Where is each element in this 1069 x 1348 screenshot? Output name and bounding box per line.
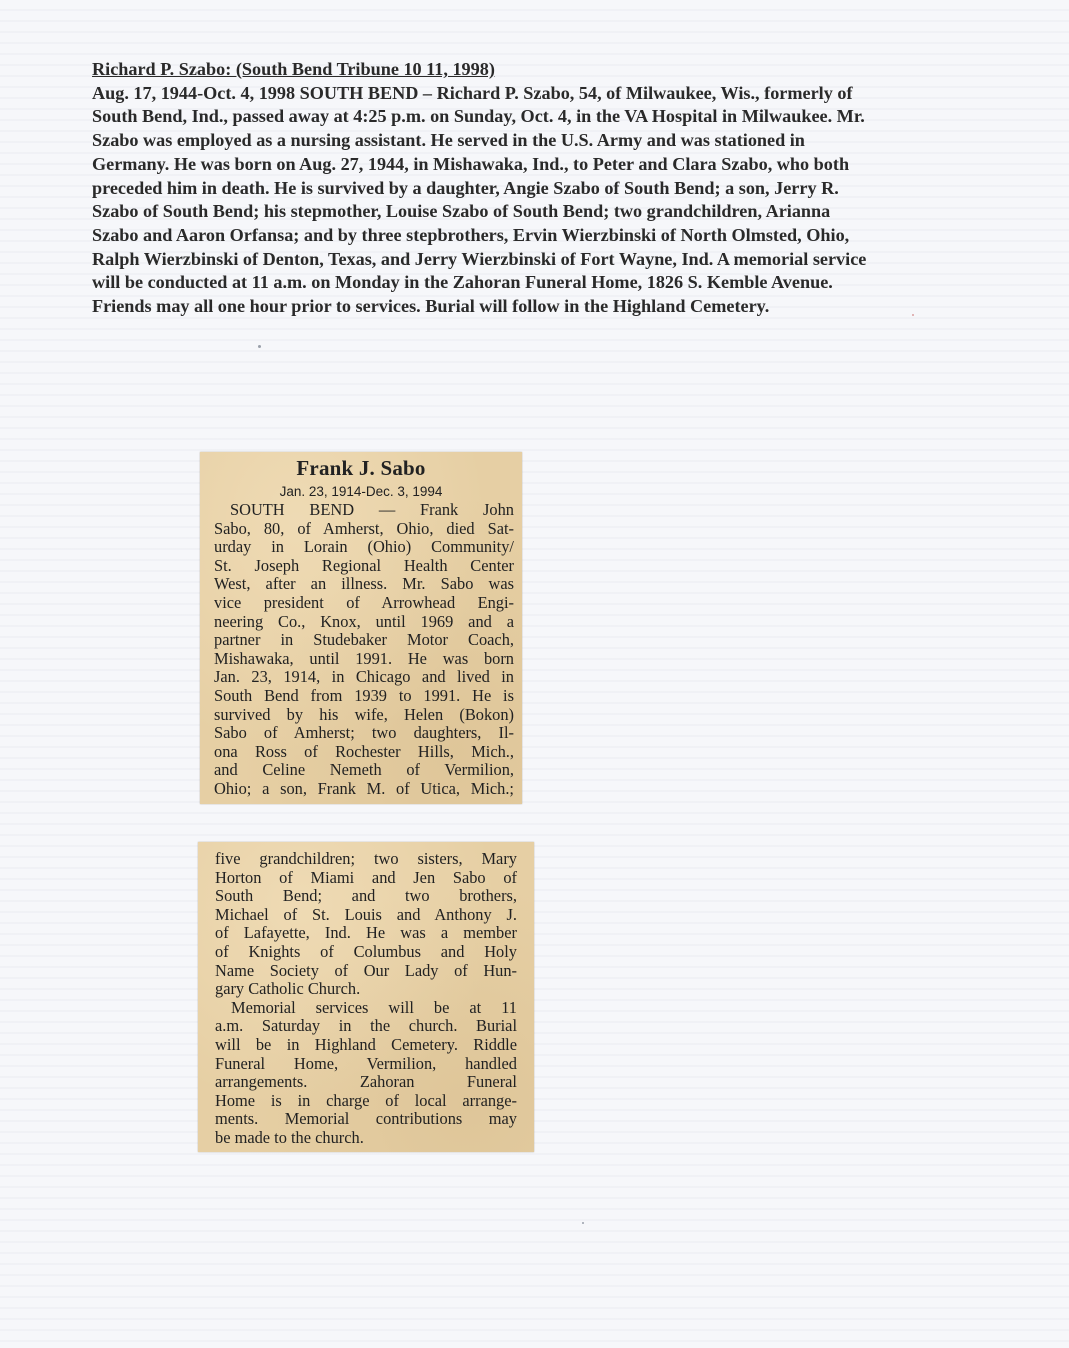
- clipping-line: neering Co., Knox, until 1969 and a: [214, 611, 514, 631]
- clipping-line: Mishawaka, until 1991. He was born: [214, 648, 514, 668]
- obituary-line: Szabo and Aaron Orfansa; and by three stepbrothers, Ervin Wierzbinski of North Olmsted, Ohio,: [92, 224, 850, 245]
- clipping-line: vice president of Arrowhead Engi-: [214, 592, 514, 612]
- clipping-line: and Celine Nemeth of Vermilion,: [214, 760, 514, 780]
- clipping-line: arrangements. Zahoran Funeral: [215, 1072, 517, 1092]
- scan-speck: [258, 345, 261, 348]
- clipping-line: Michael of St. Louis and Anthony J.: [215, 904, 517, 924]
- obituary-line: South Bend, Ind., passed away at 4:25 p.m. on Sunday, Oct. 4, in the VA Hospital in Milwaukee. Mr.: [92, 106, 865, 127]
- clipping-line: partner in Studebaker Motor Coach,: [214, 630, 514, 650]
- clipping-line: Name Society of Our Lady of Hun-: [215, 960, 517, 980]
- clipping-line: Jan. 23, 1914, in Chicago and lived in: [214, 667, 514, 687]
- obituary-line: Friends may all one hour prior to services. Burial will follow in the Highland Cemetery.: [92, 296, 770, 317]
- newspaper-clipping-1: [200, 452, 522, 804]
- clipping-line: St. Joseph Regional Health Center: [214, 555, 514, 575]
- clipping-line: a.m. Saturday in the church. Burial: [215, 1016, 517, 1036]
- clipping-line: West, after an illness. Mr. Sabo was: [214, 574, 514, 594]
- clipping-line: Sabo, 80, of Amherst, Ohio, died Sat-: [214, 518, 514, 538]
- clipping-line: of Knights of Columbus and Holy: [215, 941, 517, 961]
- obituary-line: preceded him in death. He is survived by a daughter, Angie Szabo of South Bend; a son, Jerry R.: [92, 177, 839, 198]
- clipping-line: Horton of Miami and Jen Sabo of: [215, 867, 517, 887]
- obituary-line: Germany. He was born on Aug. 27, 1944, in Mishawaka, Ind., to Peter and Clara Szabo, who both: [92, 153, 850, 174]
- clipping-dates: Jan. 23, 1914-Dec. 3, 1994: [279, 484, 443, 499]
- clipping-line: urday in Lorain (Ohio) Community/: [214, 537, 514, 557]
- clipping-line: will be in Highland Cemetery. Riddle: [215, 1034, 517, 1054]
- clipping-line: gary Catholic Church.: [215, 979, 361, 999]
- obituary-line: Szabo of South Bend; his stepmother, Louise Szabo of South Bend; two grandchildren, Arianna: [92, 201, 831, 222]
- obituary-line: Szabo was employed as a nursing assistant. He served in the U.S. Army and was stationed in: [92, 130, 805, 151]
- clipping-line: South Bend; and two brothers,: [215, 886, 517, 906]
- clipping-line: Sabo of Amherst; two daughters, Il-: [214, 723, 514, 743]
- typed-obituary: [92, 58, 992, 319]
- obituary-heading: Richard P. Szabo: (South Bend Tribune 10 11, 1998): [92, 59, 495, 79]
- clipping-line: of Lafayette, Ind. He was a member: [215, 923, 517, 943]
- clipping-line: Home is in charge of local arrange-: [215, 1090, 517, 1110]
- clipping-title: Frank J. Sabo: [296, 456, 426, 480]
- clipping-line: Funeral Home, Vermilion, handled: [215, 1053, 517, 1073]
- clipping-line: South Bend from 1939 to 1991. He is: [214, 685, 514, 705]
- clipping-line: SOUTH BEND — Frank John: [230, 500, 514, 519]
- clipping-line: survived by his wife, Helen (Bokon): [214, 704, 514, 724]
- newspaper-clipping-2: [198, 842, 534, 1152]
- clipping-line: Memorial services will be at 11: [231, 997, 517, 1017]
- clipping-line: Ohio; a son, Frank M. of Utica, Mich.;: [214, 778, 514, 798]
- scan-speck: [912, 314, 914, 316]
- clipping-line: ona Ross of Rochester Hills, Mich.,: [214, 741, 514, 761]
- clipping-line: five grandchildren; two sisters, Mary: [215, 849, 517, 868]
- obituary-line: Ralph Wierzbinski of Denton, Texas, and Jerry Wierzbinski of Fort Wayne, Ind. A memorial service: [92, 248, 867, 269]
- obituary-line: will be conducted at 11 a.m. on Monday in the Zahoran Funeral Home, 1826 S. Kemble Avenue.: [92, 272, 833, 293]
- clipping-body: [214, 501, 514, 799]
- scan-speck: [582, 1222, 584, 1224]
- clipping-line: be made to the church.: [215, 1127, 364, 1147]
- clipping-line: ments. Memorial contributions may: [215, 1109, 517, 1129]
- obituary-line: Aug. 17, 1944-Oct. 4, 1998 SOUTH BEND – Richard P. Szabo, 54, of Milwaukee, Wis., formerly of: [92, 82, 853, 103]
- clipping-body: [215, 850, 517, 1148]
